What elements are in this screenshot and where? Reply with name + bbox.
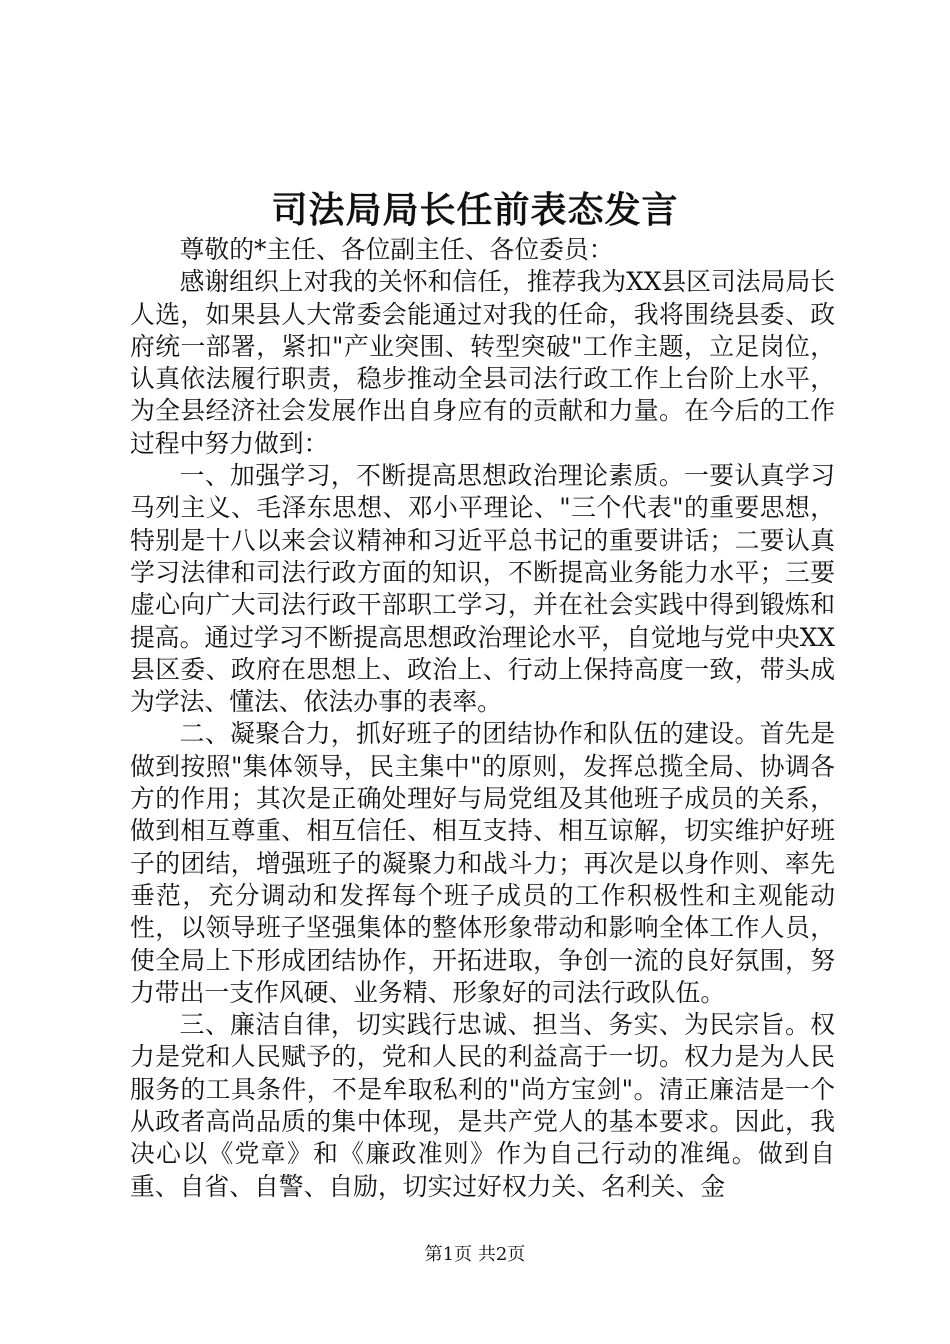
page-indicator: 第1页 共2页 (424, 1244, 526, 1265)
section-two-paragraph: 二、凝聚合力，抓好班子的团结协作和队伍的建设。首先是做到按照"集体领导，民主集中"的原则，发挥总揽全局、协调各方的作用；其次是正确处理好与局党组及其他班子成员的关系，做到相互尊重、相互信任、相互支持、相互谅解，切实维护好班子的团结，增强班子的凝聚力和战斗力；再次是以身作则、率先垂范，充分调动和发挥每个班子成员的工作积极性和主观能动性，以领导班子坚强集体的整体形象带动和影响全体工作人员，使全局上下形成团结协作，开拓进取，争创一流的良好氛围，努力带出一支作风硬、业务精、形象好的司法行政队伍。 (130, 719, 835, 1007)
section-one-paragraph: 一、加强学习，不断提高思想政治理论素质。一要认真学习马列主义、毛泽东思想、邓小平理论、"三个代表"的重要思想，特别是十八以来会议精神和习近平总书记的重要讲话；二要认真学习法律和司法行政方面的知识，不断提高业务能力水平；三要虚心向广大司法行政干部职工学习，并在社会实践中得到锻炼和提高。通过学习不断提高思想政治理论水平，自觉地与党中央XX县区委、政府在思想上、政治上、行动上保持高度一致，带头成为学法、懂法、依法办事的表率。 (130, 461, 835, 717)
page-title: 司法局局长任前表态发言 (271, 189, 679, 231)
document-body (130, 234, 835, 1203)
section-three-paragraph: 三、廉洁自律，切实践行忠诚、担当、务实、为民宗旨。权力是党和人民赋予的，党和人民的利益高于一切。权力是为人民服务的工具条件，不是牟取私利的"尚方宝剑"。清正廉洁是一个从政者高尚品质的集中体现，是共产党人的基本要求。因此，我决心以《党章》和《廉政准则》作为自己行动的准绳。做到自重、自省、自警、自励，切实过好权力关、名利关、金 (130, 1010, 835, 1201)
salutation-paragraph: 尊敬的*主任、各位副主任、各位委员： (179, 235, 614, 264)
intro-paragraph: 感谢组织上对我的关怀和信任，推荐我为XX县区司法局局长人选，如果县人大常委会能通过对我的任命，我将围绕县委、政府统一部署，紧扣"产业突围、转型突破"工作主题，立足岗位，认真依法履行职责，稳步推动全县司法行政工作上台阶上水平，为全县经济社会发展作出自身应有的贡献和力量。在今后的工作过程中努力做到： (130, 267, 835, 458)
